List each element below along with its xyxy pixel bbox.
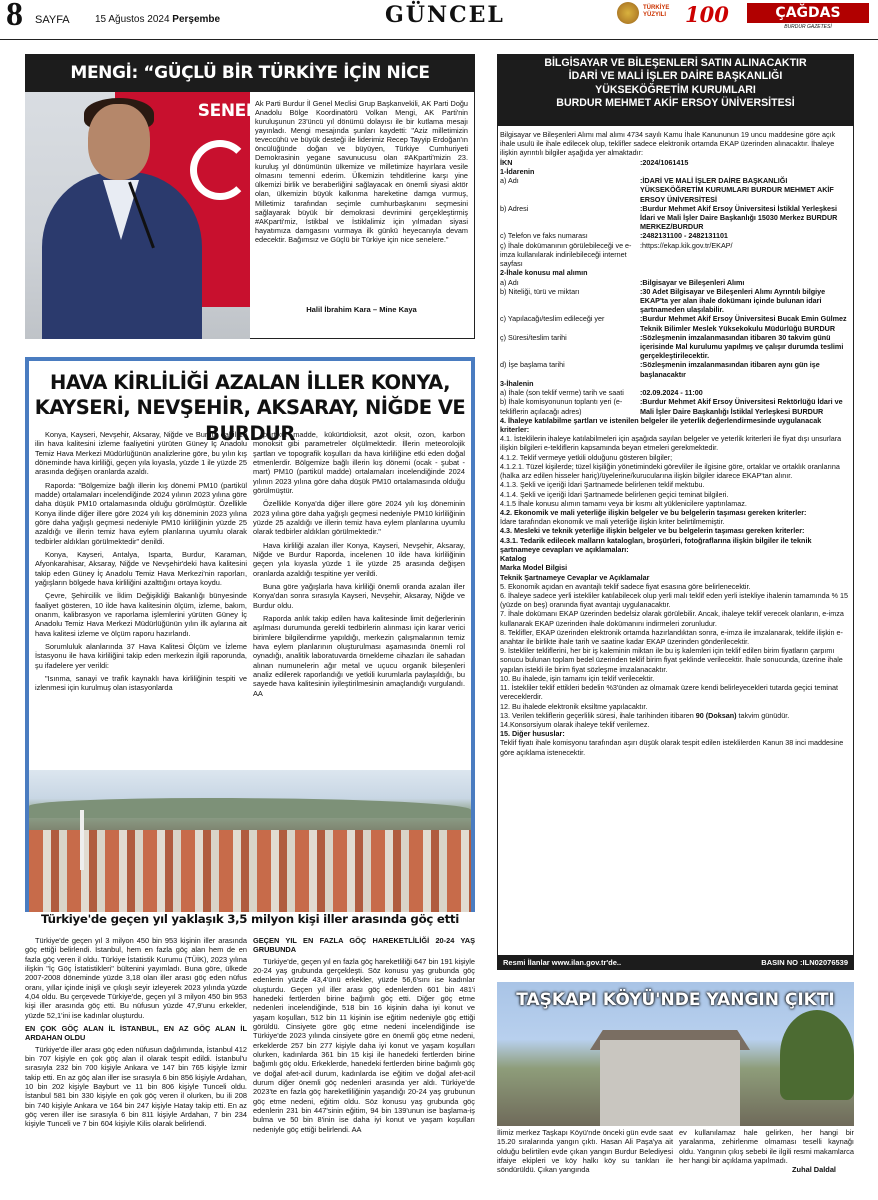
ad-value: :Burdur Mehmet Akif Ersoy Üniversitesi Rektörlüğü İdari ve Mali İşler Daire Başkanlığı İstiklal Yerleşkesi BURDUR — [640, 397, 843, 416]
paragraph: Raporda anlık takip edilen hava kalitesinde limit değerlerinin aşılması durumunda gerekli tedbirlerin alınması için karar verici birimlere bilgilendirme yapıldığı, merkezin çalışmalarının temiz hava eylem planlarının oluşturulması aşamasında önemli rol oynadığı, analitik laboratuvarda örnekleme cihazları ile sahadan alınan numunelerin ağır metal ve uçucu organik bileşenleri analiz edilerek raporlandığı ve yetkili kurumlarla paylaşıldığı, bu sayede hava kalitesinin iyileştirilmesinin amaçlandığı vurgulandı. AA — [253, 613, 465, 698]
rooftops-graphic — [29, 830, 471, 912]
ad-text: takvim günüdür. — [738, 710, 790, 720]
fire-column-2 — [679, 1128, 854, 1175]
ad-row — [500, 204, 850, 232]
ad-label: d) İşe başlama tarihi — [500, 360, 565, 370]
ad-title-line: BURDUR MEHMET AKİF ERSOY ÜNİVERSİTESİ — [556, 97, 795, 110]
ad-label: ç) İhale dokümanının görülebileceği ve e-imza kullanılarak indirilebileceği internet sayfası — [500, 240, 632, 269]
paragraph: Hava kirliliği azalan iller Konya, Kayseri, Nevşehir, Aksaray, Niğde ve Burdur Raporda, incelenen 10 ilde hava kirliliğinin geçen yıla kıyasla yüzde 1 ile yüzde 25 arasında değişen oranlarda azaldığı tespitine yer verildi. — [253, 540, 465, 578]
ad-row — [500, 388, 850, 397]
ad-value: :30 Adet Bilgisayar ve Bileşenleri Alımı Ayrıntılı bilgiye EKAP'ta yer alan ihale dokümanı içinde bulunan idari şartnameden ulaşılabilir. — [640, 286, 826, 315]
ad-row — [500, 397, 850, 415]
fire-headline: TAŞKAPI KÖYÜ'NDE YANGIN ÇIKTI — [516, 990, 835, 1010]
fire-byline: Zuhal Daldal — [792, 1165, 836, 1175]
ilan-link-text: Resmi İlanlar www.ilan.gov.tr'de.. — [503, 958, 622, 967]
ad-paragraph: 9. İstekliler tekliflerini, her bir iş kaleminin miktarı ile bu iş kalemleri için teklif edilen birim fiyatların çarpımı sonucu bulunan toplam bedel üzerinden teklif birim fiyat şeklinde verilecektir. İhale sonucunda, üzerine ihale yapılan istekli ile birim fiyat sözleşme imzalanacaktır. — [500, 646, 843, 674]
ad-intro: Bilgisayar ve Bileşenleri Alımı mal alımı 4734 sayılı Kamu İhale Kanununun 19 uncu maddesine göre açık ihale usulü ile ihale edilecek olup, teklifler sadece elektronik ortamda EKAP üzerinden alınacaktır. İhaleye ilişkin ayrıntılı bilgiler aşağıda yer almaktadır: — [500, 130, 836, 158]
ad-value: :Sözleşmenin imzalanmasından itibaren 30 takvim günü içerisinde Mal kurulumu yapılmış ve çalışır durumda teslimi gerçekleştirilecektir. — [640, 332, 844, 361]
air-pollution-column-2 — [253, 430, 465, 702]
ad-paragraph: Teknik Şartnameye Cevaplar ve Açıklamalar — [500, 572, 650, 582]
ad-value: :2024/1061415 — [640, 157, 689, 167]
newspaper-logo-subtitle: BURDUR GAZETESİ — [784, 24, 832, 30]
issue-date — [95, 14, 220, 27]
paragraph: Konya, Kayseri, Antalya, Isparta, Burdur, Karaman, Afyonkarahisar, Aksaray, Niğde ve Nevşehir'deki hava kalitesini takip eden Güney İç Anadolu Temiz Hava Merkezi'nin raporları, yağışların bölgede hava kirliliğini azalttığını ortaya koydu. — [35, 549, 247, 587]
ad-paragraph: 15. Diğer hususlar: — [500, 729, 565, 739]
paragraph: Türkiye'de geçen yıl 3 milyon 450 bin 953 kişinin iller arasında göç ettiği belirlendi. İstanbul, hem en fazla göç alan hem de en fazla göç veren il oldu. Türkiye İstatistik Kurumu (TÜİK), 2023 yılına ilişkin "İç Göç İstatistikleri" bültenini yayımladı. Buna göre, ülkede 2007-2008 döneminde yüzde 3,18 olan iller arası göç eden nüfus oranı, yıllar içinde inişli ve çıkışlı seyir izleyerek 2023 yılında yüzde 4,04 oldu. Bu çerçevede Türkiye'de, geçen yıl 3 milyon 450 bin 953 kişi iller arasında göç etti. Bu nüfusun yüzde 47,9'unu erkekler, yüzde 52,1'ini ise kadınlar oluşturdu. — [25, 936, 247, 1020]
ad-paragraph: 4.1.2. Teklif vermeye yetkili olduğunu gösteren bilgiler; — [500, 452, 673, 462]
paragraph: Konya, Kayseri, Nevşehir, Aksaray, Niğde ve Burdur dahil 10 ilin hava kalitesini izleme faaliyetini yürüten Güney İç Anadolu Temiz Hava Merkezi Müdürlüğünün analizlerine göre, bu yılın kış döneminde hava kirliliği, geçen yıla kıyasla, yüzde 1 ile yüzde 25 arasında değişen oranlarda azaldı. — [35, 430, 247, 477]
ad-label: b) Adresi — [500, 203, 529, 213]
ad-paragraph: 4.1.4. Şekli ve içeriği İdari Şartnamede belirlenen geçici teminat bilgileri. — [500, 489, 729, 499]
section-masthead: GÜNCEL — [385, 2, 505, 28]
ad-row — [500, 176, 850, 204]
ad-section: 3-İhalenin — [500, 378, 534, 388]
ad-paragraph: İdare tarafından ekonomik ve mali yeterliğe ilişkin kriter belirtilmemiştir. — [500, 517, 725, 527]
ad-label: ç) Süresi/teslim tarihi — [500, 332, 567, 342]
ad-paragraph: Katalog — [500, 554, 527, 564]
ad-paragraph: 6. İhaleye sadece yerli istekliler katılabilecek olup yerli malı teklif eden yerli istekliye ihalenin tamamında % 15 (yüzde on beş) oranında fiyat avantajı uygulanacaktır. — [500, 590, 848, 610]
paragraph: Türkiye'de iller arası göç eden nüfusun dağılımında, İstanbul 412 bin 707 kişiyle en çok göç alan il olarak tespit edildi. İstanbul'u sırasıyla 232 bin 700 kişiyle Ankara ve 147 bin 765 kişiyle İzmir takip etti. En az göç alan iller ise sırasıyla 6 bin 856 kişiyle Ardahan, 10 bin 202 kişiyle Bayburt ve 11 bin 806 kişiyle Tunceli oldu. İstanbul 581 bin 330 kişiyle en çok göç veren il olurken, bu ili 208 bin 740 kişiyle Ankara ve 164 bin 247 kişiyle Hatay takip etti. En az göç veren iller ise sırasıyla 6 bin 811 kişiyle Ardahan, 7 bin 234 kişiyle Tunceli ve 7 bin 604 kişiyle Kilis olarak belirlendi. — [25, 1044, 247, 1129]
ad-row — [500, 278, 850, 287]
ad-title-line: YÜKSEKÖĞRETİM KURUMLARI — [595, 83, 756, 96]
ad-row — [500, 314, 850, 332]
paragraph: Raporda: "Bölgemize bağlı illerin kış dönemi PM10 (partikül madde) ortalamaları incelendiğinde 2024 yılının 2023 yılına göre daha düşük PM10 ortalamasında olduğu görülmüştür. Özellikle Konya ilinde diğer illere göre 2024 yılı kış döneminin 2023 yılına göre daha yağışlı geçmesi nedeniyle PM10 kirliliğinin yüzde 25 azaldığı ve illerin temiz hava eylem planlarına uyumlu olarak tedbirler aldıkları görülmektedir" denildi. — [35, 480, 247, 546]
ad-text: 13. Verilen tekliflerin geçerlilik süresi, ihale tarihinden itibaren — [500, 710, 694, 720]
ad-paragraph: 4.1.2.1. Tüzel kişilerde; tüzel kişiliğin yönetimindeki görevliler ile ilgisine göre, ortaklar ve ortaklık oranlarına (halka arz edilen hisseler hariç)/üyelerine/kurucularına ilişkin bilgiler idarece EKAP'tan alınır. — [500, 461, 840, 481]
ad-row — [500, 287, 850, 315]
ad-paragraph: 14.Konsorsiyum olarak ihaleye teklif verilemez. — [500, 720, 650, 729]
air-pollution-column-1 — [35, 430, 247, 697]
paragraph: Çevre, Şehircilik ve İklim Değişikliği Bakanlığı bünyesinde faaliyet gösteren, 10 ilde hava kalitesinin ölçüm, izleme, bakım, onarım, kalibrasyon ve raporlama işlemlerini yürüten Güney İç Anadolu Temiz Hava Merkezi Müdürlüğünün yılın ilk aylarına ait hava kalitesi izleme ve ölçüm raporu hazırlandı. — [35, 591, 247, 638]
weekday-text: Perşembe — [172, 14, 221, 25]
tree-graphic — [780, 1010, 854, 1100]
fire-column-1: İlimiz merkez Taşkapı Köyü'nde önceki gün evde saat 15.20 sıralarında yangın çıktı. Hasan Ali Paşa'ya ait olduğu belirtilen evde çıkan yangın Burdur Belediyesi itfaiye ekipleri ve köy halkı köy su tankları ile söndürüldü. Çıkan yangında — [497, 1128, 673, 1175]
ad-paragraph: 4.1. İsteklilerin ihaleye katılabilmeleri için aşağıda sayılan belgeler ve yeterlik kriterleri ile fiyat dışı unsurlara ilişkin bilgileri e-tekliflerin kapsamında beyan etmeleri gerekmektedir. — [500, 434, 842, 453]
ad-row — [500, 158, 850, 167]
tender-ad-body — [500, 130, 850, 757]
migration-headline: Türkiye'de geçen yıl yaklaşık 3,5 milyon kişi iller arasında göç etti — [40, 912, 460, 926]
ad-paragraph: Marka Model Bilgisi — [500, 563, 568, 573]
ad-value: :İDARİ VE MALİ İŞLER DAİRE BAŞKANLIĞI YÜKSEKÖĞRETİM KURUMLARI BURDUR MEHMET AKİF ERSOY ÜNİVERSİTESİ — [640, 176, 834, 204]
paragraph: Sorumluluk alanlarında 37 Hava Kalitesi Ölçüm ve İzleme İstasyonu ile hava kirliliğini takip eden merkezin ilgili raporunda, şu ifadelere yer verildi: — [35, 641, 247, 670]
ad-row — [500, 231, 850, 240]
ad-value: :Sözleşmenin imzalanmasından itibaren aynı gün işe başlanacaktır — [640, 360, 820, 379]
subheading: GEÇEN YIL EN FAZLA GÖÇ HAREKETLİLİĞİ 20-24 YAŞ GRUBUNDA — [253, 936, 475, 955]
ad-paragraph: 7. İhale dokümanı EKAP üzerinden bedelsiz olarak görülebilir. Ancak, ihaleye teklif verecek olanların, e-imza kullanarak EKAP üzerinden ihale dokümanını indirmeleri zorunludur. — [500, 609, 844, 628]
ad-paragraph: 4.2. Ekonomik ve mali yeterliğe ilişkin belgeler ve bu belgelerin taşıması gereken kriterler: — [500, 507, 807, 517]
ad-paragraph: 4. İhaleye katılabilme şartları ve istenilen belgeler ile yeterlik değerlendirmesinde uygulanacak kriterler: — [500, 415, 822, 434]
paragraph: ev kullanılamaz hale gelirken, her hangi bir yaralanma, zehirlenme olmaması teselli kaynağı oldu. Yangının çıkış sebebi ile ilgili resmi makamlarca her hangi bir açıklama yapılmadı. — [679, 1128, 854, 1165]
page-number: 8 — [6, 0, 23, 33]
ad-paragraph: 4.1.5 İhale konusu alımın tamamı veya bir kısmı alt yüklenicilere yaptırılamaz. — [500, 498, 747, 508]
centenary-logo: 100 — [685, 2, 729, 27]
minaret-graphic — [80, 810, 84, 870]
subheading: EN ÇOK GÖÇ ALAN İL İSTANBUL, EN AZ GÖÇ ALAN İL ARDAHAN OLDU — [25, 1023, 247, 1043]
ad-text-bold: 90 (Doksan) — [695, 710, 737, 720]
paragraph: Buna göre yağışlarla hava kirliliği önemli oranda azalan iller Konya'dan sonra sırasıyla Kayseri, Nevşehir, Aksaray, Niğde ve Burdur oldu. — [253, 581, 465, 610]
ad-label: a) Adı — [500, 176, 519, 186]
ad-paragraph: 4.3. Mesleki ve teknik yeterliğe ilişkin belgeler ve bu belgelerin taşıması gereken kriterler: — [500, 526, 805, 536]
ad-value: :Bilgisayar ve Bileşenleri Alımı — [640, 277, 745, 287]
ad-label: a) Adı — [500, 277, 519, 287]
ad-label: c) Telefon ve faks numarası — [500, 231, 588, 241]
page-word: SAYFA — [35, 14, 70, 26]
mengi-headline: MENGİ: “GÜÇLÜ BİR TÜRKİYE İÇİN NİCE SENELERE” — [25, 54, 475, 92]
ad-title-line: BİLGİSAYAR VE BİLEŞENLERİ SATIN ALINACAKTIR — [544, 57, 807, 69]
mengi-byline: Halil İbrahim Kara – Mine Kaya — [306, 305, 417, 314]
migration-column-1 — [25, 936, 247, 1133]
ad-paragraph: 10. Bu ihalede, işin tamamı için teklif verilecektir. — [500, 673, 655, 683]
ad-paragraph: 4.1.3. Şekli ve içeriği İdari Şartnamede belirlenen teklif mektubu. — [500, 480, 705, 490]
air-pollution-headline: HAVA KİRLİLİĞİ AZALAN İLLER KONYA, KAYSERİ, NEVŞEHİR, AKSARAY, NİĞDE VE BURDUR — [34, 371, 466, 445]
date-text: 15 Ağustos 2024 — [95, 14, 170, 25]
ad-label: c) Yapılacağı/teslim edileceği yer — [500, 314, 605, 324]
ad-section: 2-İhale konusu mal alımın — [500, 268, 588, 278]
ad-label: İKN — [500, 157, 513, 167]
ad-paragraph: Teklif fiyatı ihale komisyonu tarafından aşırı düşük olarak tespit edilen isteklilerden Kanun 38 inci maddesine göre açıklama istenecektir. — [500, 738, 844, 757]
ad-label: b) İhale komisyonunun toplantı yeri (e-tekliflerin açılacağı adres) — [500, 397, 623, 416]
ad-value: :02.09.2024 - 11:00 — [640, 388, 703, 398]
ad-paragraph: 12. Bu ihalede elektronik eksiltme yapılacaktır. — [500, 701, 648, 711]
ad-value: :2482131100 - 2482131101 — [640, 231, 728, 241]
crescent-graphic — [190, 140, 250, 200]
ad-value: :https://ekap.kik.gov.tr/EKAP/ — [640, 240, 733, 250]
tender-ad-title — [497, 54, 854, 126]
face-graphic — [88, 104, 150, 180]
turkiye-yuzyili-logo-text: TÜRKİYE YÜZYILI — [643, 5, 670, 18]
ad-label: a) İhale (son teklif verme) tarih ve saati — [500, 388, 624, 398]
ad-row — [500, 333, 850, 361]
newspaper-logo: ÇAĞDAS — [747, 3, 869, 23]
ad-row — [500, 360, 850, 378]
ad-paragraph: 5. Ekonomik açıdan en avantajlı teklif sadece fiyat esasına göre belirlenecektir. — [500, 581, 751, 591]
ad-paragraph — [500, 711, 850, 720]
ad-label: b) Niteliği, türü ve miktarı — [500, 286, 580, 296]
press-number: BASIN NO :ILN02076539 — [761, 958, 848, 967]
turkiye-yuzyili-logo — [617, 2, 639, 24]
ad-paragraph: 11. İstekliler teklif ettikleri bedelin %3'ünden az olmamak üzere kendi belirleyecekleri tutarda geçici teminat vereceklerdir. — [500, 683, 839, 702]
ad-paragraph: 4.3.1. Tedarik edilecek malların katalogları, broşürleri, fotoğraflarına ilişkin bilgiler ile teknik şartnameye cevapları ve açıklamaları: — [500, 535, 812, 554]
ad-value: :Burdur Mehmet Akif Ersoy Üniversitesi Bucak Emin Gülmez Teknik Bilimler Meslek Yüksekokulu Müdürlüğü BURDUR — [640, 314, 847, 333]
paragraph: "Isınma, sanayi ve trafik kaynaklı hava kirliliğinin tespiti ve izlenmesi için kurulmuş olan istasyonlarda — [35, 673, 247, 693]
tender-ad-footer — [497, 955, 854, 970]
mengi-body: Ak Parti Burdur İl Genel Meclisi Grup Başkanvekili, AK Parti Doğu Anadolu Bölge Koordinatörü Volkan Mengi, AK Parti'nin kuruluşunun 23'üncü yıl dönümü dolayısı ile bir kutlama mesajı yayınladı. Mengi mesajında şunları kaydetti: "Aziz milletimizin teveccühü ve büyük desteği ile liderimiz Recep Tayyip Erdoğan'ın öncülüğünde doğan ve büyüyen, Türkiye Cumhuriyeti Demokrasinin yegane savunucusu olan #AKparti'mizin 23. kuruluş yıl dönümünün ülkemize ve milletimize hayırlara vesile olmasını temenni ederim. Ülkemizin tehditlerine karşı yine ülkemizi birlik ve beraberliğini sağlayacak en önemli siyasi aktör olan, ülkemizin büyük kalkınma hareketine damga vurmuş, Milletimiz tarafından seçimle cumhurbaşkanını seçmesini sağlayarak büyük bir demokrasi devrimini gerçekleştirmiş #AKparti'miz, İstikbal ve İstiklalimiz için yılmadan siyasi hayatımıza damgasını vurmaya ilk günkü heyecanıyla devam edecektir. Bağımsız ve Güçlü bir Türkiye için nice senelere." — [255, 99, 468, 244]
ad-paragraph: 8. Teklifler, EKAP üzerinden elektronik ortamda hazırlandıktan sonra, e-imza ile imzalanarak, teklife ilişkin e-anahtar ile birlikte ihale tarih ve saatine kadar EKAP üzerinden gönderilecektir. — [500, 627, 843, 647]
paragraph: Özellikle Konya'da diğer illere göre 2024 yılı kış döneminin 2023 yılına göre daha yağışlı geçmesi nedeniyle PM10 kirliliğinin yüzde 25 azaldığı ve illerin temiz hava eylem planlarına uyumlu olarak tedbirler aldıkları görülmektedir." — [253, 499, 465, 537]
ad-section: 1-İdarenin — [500, 166, 535, 176]
ad-value: :Burdur Mehmet Akif Ersoy Üniversitesi İstiklal Yerleşkesi İdari ve Mali İşler Daire Başkanlığı 15030 Merkez BURDUR MERKEZ/BURDUR — [640, 203, 838, 232]
migration-column-2 — [253, 936, 475, 1138]
ad-row — [500, 241, 850, 269]
paragraph: partikül madde, kükürtdioksit, azot oksit, ozon, karbon monoksit gibi parametreler ölçülmektedir. İllerin meteorolojik şartları ve topografik koşulları da hava kirliliğine etki eden doğal etmenlerdir. Bölgemize bağlı illerin kış dönemi (ocak - şubat - mart) PM10 (partikül madde) ortalamaları incelendiğinde 2024 yılının 2023 yılına göre daha düşük PM10 ortalamasında olduğu görülmüştür. — [253, 430, 465, 495]
stone-house-graphic — [600, 1040, 740, 1126]
ad-title-line: İDARİ VE MALİ İŞLER DAİRE BAŞKANLIĞI — [568, 70, 783, 83]
paragraph: Türkiye'de, geçen yıl en fazla göç hareketliliği 647 bin 191 kişiyle 20-24 yaş grubunda gerçekleşti. Söz konusu yaş grubunda göç edenlerin yüzde 43,4'ünü erkekler, yüzde 56,6'sını ise kadınlar oluşturdu. Geçen yıl iller arası göç edenlerden 601 bin 481'i hanedeki fertlerden birine bağımlı göç etti. Diğer göç etme nedenleri incelendiğinde, 518 bin 16 kişinin daha iyi konut ve yaşam koşulları, 512 bin 11 kişinin ise eğitim nedeniyle göç ettiği görüldü. Cinsiyete göre göç etme nedeni incelendiğinde ise Türkiye'de 2023 yılında cinsiyete göre en önemli göç etme nedeni, erkeklerde 257 bin 277 kişiyle daha iyi konut ve yaşam koşulları olurken, kadınlarda 361 bin 15 kişi ile hanedeki fertlerden birine bağımlı göç oldu. Erkeklerde, hanedeki fertlerden birine bağımlı göç ve doğal afet-acil durum, kadınlarda ise eğitim ve doğal afet-acil durum diğer önemli göç nedenleri arasında yer aldı. Türkiye'de 2023'te en fazla göç hareketliliğinin yaşandığı 20-24 yaş grubunun göç etme nedeni, eğitim oldu. Söz konusu yaş grubunda göç edenlerin 231 bin 447'sinin eğitim, 94 bin 139'unun ise başlama-iş bulma ve 50 bin 8'inin ise daha iyi konut ve yaşam koşulları nedeniyle göç ettiği belirlendi. AA — [253, 956, 475, 1134]
